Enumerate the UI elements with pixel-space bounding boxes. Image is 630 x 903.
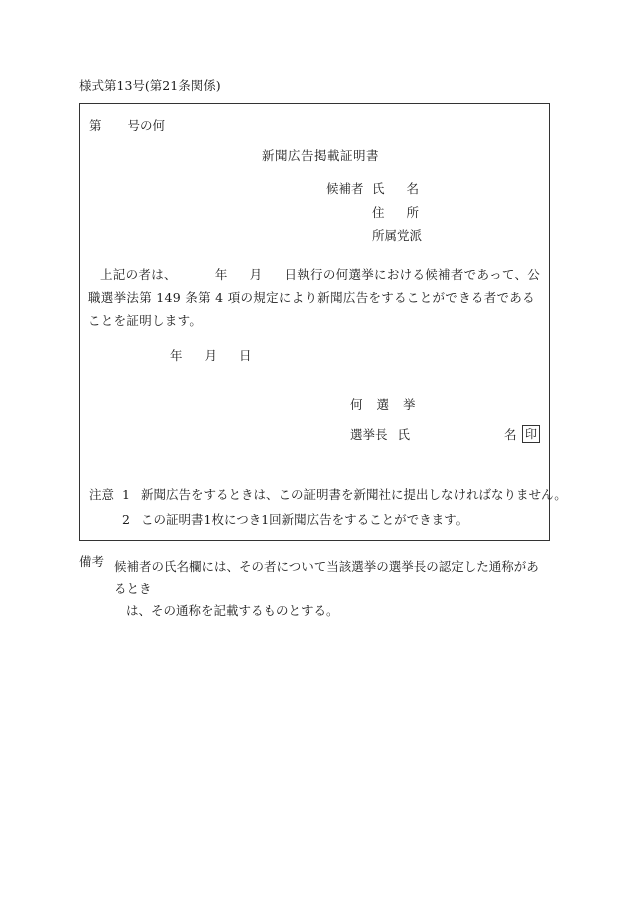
remarks-line-1: 候補者の氏名欄には、その者について当該選挙の選挙長の認定した通称があるとき — [114, 559, 539, 596]
number-suffix: 号の何 — [127, 118, 166, 133]
remarks-line-2: は、その通称を記載するものとする。 — [126, 603, 339, 618]
issue-day: 日 — [239, 348, 252, 363]
document-title: 新聞広告掲載証明書 — [262, 148, 380, 163]
election-name: 何選挙 — [350, 397, 430, 412]
issue-date — [170, 350, 252, 363]
form-header: 様式第13号(第21条関係) — [79, 78, 221, 93]
body-part2: 日執行の何選挙における候補者であって、公職選挙法第 149 条第 4 項の規定により新聞広告をすることができる者であることを証明します。 — [88, 267, 541, 328]
chair-mei: 名 — [504, 427, 517, 442]
remarks-label: 備考 — [79, 554, 105, 569]
candidate-address-label: 住所 — [372, 205, 442, 220]
body-part1: 上記の者は、 — [100, 267, 177, 282]
chair-title: 選挙長 — [350, 427, 388, 442]
candidate-party-label: 所属党派 — [372, 228, 423, 243]
notes-label: 注意 — [89, 487, 115, 502]
election-chair-label — [350, 429, 410, 442]
issue-year: 年 — [170, 348, 183, 363]
note-2-number: 2 — [122, 512, 130, 527]
note-2-text: この証明書1枚につき1回新聞広告をすることができます。 — [141, 512, 469, 527]
note-1-text: 新聞広告をするときは、この証明書を新聞社に提出しなければなりません。 — [141, 487, 567, 502]
certificate-number-line — [89, 120, 165, 133]
chair-shi: 氏 — [397, 427, 411, 442]
candidate-name-label: 氏名 — [372, 181, 442, 196]
body-year: 年 — [214, 267, 228, 282]
seal-box: 印 — [522, 425, 540, 443]
candidate-label: 候補者 — [326, 181, 364, 196]
certificate-body-text — [88, 263, 546, 332]
body-month: 月 — [249, 267, 263, 282]
issue-month: 月 — [204, 348, 218, 363]
remarks-text — [114, 556, 550, 622]
note-1-number: 1 — [122, 487, 130, 502]
number-prefix: 第 — [89, 118, 102, 133]
